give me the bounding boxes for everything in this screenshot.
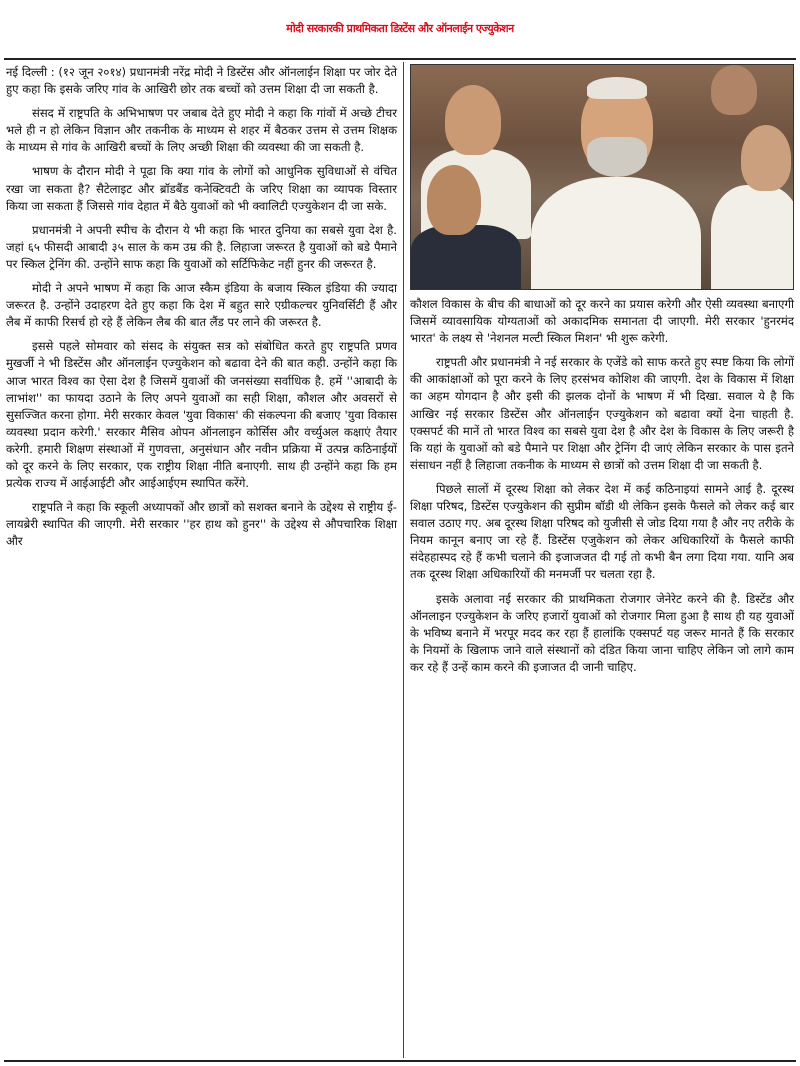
- right-column: [410, 296, 794, 683]
- paragraph: मोदी ने अपने भाषण में कहा कि आज स्कैम इंडिया के बजाय स्किल इंडिया की ज्यादा जरूरत है. उन्होंने उदाहरण देते हुए कहा कि देश में बहुत सारे एग्रीकल्चर युनिवर्सिटी हैं और लैब में काफी रिसर्च हो रहे हैं लेकिन लैब की बात लैंड पर लाने की जरूरत है.: [6, 281, 397, 330]
- person-figure: [711, 65, 757, 115]
- person-figure: [711, 185, 794, 290]
- paragraph: प्रधानमंत्री ने अपनी स्पीच के दौरान ये भी कहा कि भारत दुनिया का सबसे युवा देश है. जहां ६५ फीसदी आबादी ३५ साल के कम उम्र की है. लिहाजा जरूरत है युवाओं को बडे पैमाने पर स्किल ट्रेनिंग की. उन्होंने साफ कहा कि युवाओं को सर्टिफिकेट नहीं हुनर की जरूरत है.: [6, 222, 397, 271]
- paragraph: संसद में राष्ट्रपति के अभिभाषण पर जबाब देते हुए मोदी ने कहा कि गांवों में अच्छे टीचर भले ही न हो लेकिन विज्ञान और तकनीक के माध्यम से शहर में बैठकर उत्तम से उत्तम शिक्षक के माध्यम से गांव के आखिरी बच्चों के लिए अच्छी शिक्षा की व्यवस्था की जा सकती है.: [6, 106, 397, 155]
- speaker-figure: [587, 137, 647, 177]
- person-figure: [427, 165, 481, 235]
- person-figure: [741, 125, 791, 191]
- paragraph: नई दिल्ली : (१२ जून २०१४) प्रधानमंत्री नरेंद्र मोदी ने डिस्टेंस और ऑनलाईन शिक्षा पर जोर देते हुए कहा कि इसके जरिए गांव के आखिरी छोर तक बच्चों को उत्तम शिक्षा दी जा सकती है.: [6, 65, 397, 97]
- person-figure: [411, 225, 521, 290]
- paragraph: राष्ट्रपति ने कहा कि स्कूली अध्यापकों और छात्रों को सशक्त बनाने के उद्देश्य से राष्ट्रीय ई-लायब्रेरी स्थापित की जाएगी. मेरी सरकार ''हर हाथ को हुनर'' के उद्देश्य से औपचारिक शिक्षा और: [6, 500, 397, 549]
- modi-parliament-photo: [410, 64, 794, 290]
- paragraph: कौशल विकास के बीच की बाधाओं को दूर करने का प्रयास करेगी और ऐसी व्यवस्था बनाएगी जिसमें व्यावसायिक योग्यताओं को अकादमिक समानता दी जाएगी. मेरी सरकार 'हुनरमंद भारत' के लक्ष्य से 'नेशनल मल्टी स्किल मिशन' भी शुरू करेगी.: [410, 297, 794, 346]
- paragraph: भाषण के दौरान मोदी ने पूढा कि क्या गांव के लोगों को आधुनिक सुविधाओं से वंचित रखा जा सकता है? सैटेलाइट और ब्रॉडबैंड कनेक्टिवटी के जरिए शिक्षा का व्यापक विस्तार किया जा सकता हैं जिससे गांव देहात में बैठे युवाओं को भी क्वालिटी एज्युकेशन दी जा सके.: [6, 164, 397, 213]
- paragraph: पिछले सालों में दूरस्थ शिक्षा को लेकर देश में कई कठिनाइयां सामने आई है. दूरस्थ शिक्षा परिषद, डिस्टेंस एज्युकेशन की सुप्रीम बॉडी थी लेकिन इसके फैसले को लेकर कई बार सवाल उठाए गए. अब दूरस्थ शिक्षा परिषद को युजीसी से जोड दिया गया है और नए तरीके के नियम कानून बनाए जा रहे हैं. डिस्टेंस एजुकेशन को लेकर अधिकारियों के फैसले काफी संदेहहास्पद रहे हैं कभी चलाने की इजाजजत दी गई तो कभी बैन लगा दिया गया. यानि अब तक दूरस्थ शिक्षा अधिकारियों की मनमर्जी पर चलता रहा है.: [410, 481, 795, 582]
- speaker-figure: [531, 177, 701, 290]
- paragraph: राष्ट्रपती और प्रधानमंत्री ने नई सरकार के एजेंडे को साफ करते हुए स्पष्ट किया कि लोगों की आकांक्षाओं को पूरा करने के लिए हरसंभव कोशिश की जाएगी. देश के विकास में शिक्षा का अहम योगदान है और इसी की झलक दोनों के भाषण में भी दिखा. सवाल ये है कि आखिर नई सरकार डिस्टेंस और ऑनलाईन एज्युकेशन को बढावा क्यों देना चाहती है. एक्सपर्ट की मानें तो भारत विश्व का सबसे युवा देश है और देश के विकास के लिए जरूरी है कि यहां के युवाओं को बडे पैमाने पर शिक्षा और ट्रेनिंग दी जाएं लेकिन सरकार के पास इतने संसाधन नहीं है लिहाजा तकनीक के माध्यम से छात्रों को उत्तम शिक्षा दी जा सकती है.: [410, 355, 794, 472]
- speaker-figure: [587, 77, 647, 99]
- top-rule: [4, 58, 796, 60]
- left-column: [6, 64, 397, 557]
- bottom-rule: [4, 1060, 796, 1062]
- person-figure: [445, 85, 501, 155]
- headline: मोदी सरकारकी प्राथमिकता डिस्टेंस और ऑनलाईन एज्युकेशन: [286, 21, 514, 35]
- column-separator: [403, 62, 404, 1058]
- paragraph: इससे पहले सोमवार को संसद के संयुक्त सत्र को संबोधित करते हुए राष्ट्रपति प्रणव मुखर्जी ने भी डिस्टेंस और ऑनलाईन एज्युकेशन को बढावा देने की बात कही. उन्होंने कहा कि आज भारत विश्व का ऐसा देश है जिसमें युवाओं की जनसंख्या सर्वाधिक है. हमें ''आबादी के लाभांश'' का फायदा उठाने के लिए अपने युवाओं का सही शिक्षा, कौशल और अवसरों से सुसज्जित करना होगा. मेरी सरकार केवल 'युवा विकास' की संकल्पना की बजाए 'युवा विकास व्यवस्था प्रदान करेगी.' सरकार मैसिव ओपन ऑनलाइन कोर्सिस और वर्च्युअल कक्षाएं तैयार करेगी. हमारी शिक्षण संस्थाओं में गुणवत्ता, अनुसंधान और नवीन प्रक्रिया में उत्पन्न कठिनाईयों को दूर करने के लिए सरकार, एक राष्ट्रीय शिक्षा नीति बनाएगी. साथ ही उन्होंने कहा कि हम प्रत्येक राज्य में आईआईटी और आईआईएम स्थापित करेंगे.: [6, 339, 397, 491]
- paragraph: इसके अलावा नई सरकार की प्राथमिकता रोजगार जेनेरेट करने की है. डिस्टेंड और ऑनलाइन एज्युकेशन के जरिए हजारों युवाओं को रोजगार मिला हुआ है साथ ही यह युवाओं के भविष्य बनाने में भरपूर मदद कर रहा हैं हालांकि एक्सपर्ट यह जरूर मानते हैं कि सरकार के नियमों के खिलाफ जाने वाले संस्थानों को दंडित किया जाना चाहिए लेकिन जो लागे काम कर रहे हैं उन्हें काम करने की इजाजत दी जानी चाहिए.: [410, 591, 794, 674]
